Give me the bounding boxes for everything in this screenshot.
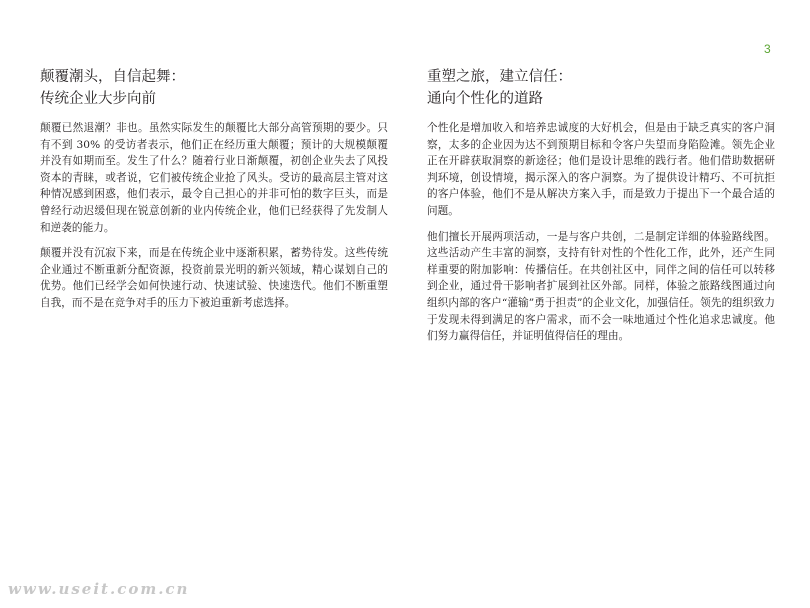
left-heading (40, 66, 388, 110)
right-heading-line1: 重塑之旅，建立信任： (427, 69, 572, 85)
left-heading-line1: 颠覆潮头，自信起舞： (40, 69, 185, 85)
left-paragraph-1: 颠覆已然退潮？非也。虽然实际发生的颠覆比大部分高管预期的要少。只有不到 30% 的受访者表示，他们正在经历重大颠覆；预计的大规模颠覆并没有如期而至。发生了什么？随着行业日渐颠覆，初创企业失去了风投资本的青睐，或者说，它们被传统企业抢了风头。受访的最高层主管对这种情况感到困惑，他们表示，最令自己担心的并非可怕的数字巨头，而是曾经行动迟缓但现在锐意创新的业内传统企业，他们已经获得了先发制人和逆袭的能力。 (40, 122, 388, 234)
page-number: 3 (764, 42, 771, 56)
right-column (427, 66, 775, 354)
left-paragraph-2: 颠覆并没有沉寂下来，而是在传统企业中逐渐积累，蓄势待发。这些传统企业通过不断重新分配资源，投资前景光明的新兴领域，精心谋划自己的优势。他们已经学会如何快速行动、快速试验、快速迭代。他们不断重塑自我，而不是在竞争对手的压力下被迫重新考虑选择。 (40, 247, 388, 309)
watermark: www.useit.com.cn (8, 580, 190, 598)
left-heading-line2: 传统企业大步向前 (40, 91, 156, 107)
right-heading-line2: 通向个性化的道路 (427, 91, 543, 107)
left-column (40, 66, 388, 321)
right-heading (427, 66, 775, 110)
right-paragraph-1: 个性化是增加收入和培养忠诚度的大好机会，但是由于缺乏真实的客户洞察，太多的企业因为达不到预期目标和令客户失望而身陷险滩。领先企业正在开辟获取洞察的新途径；他们是设计思维的践行者。他们借助数据研判环境，创设情境，揭示深入的客户洞察。为了提供设计精巧、不可抗拒的客户体验，他们不是从解决方案入手，而是致力于提出下一个最合适的问题。 (427, 122, 775, 217)
right-paragraph-2: 他们擅长开展两项活动，一是与客户共创，二是制定详细的体验路线图。这些活动产生丰富的洞察，支持有针对性的个性化工作，此外，还产生同样重要的附加影响：传播信任。在共创社区中，同伴之间的信任可以转移到企业，通过骨干影响者扩展到社区外部。同样，体验之旅路线图通过向组织内部的客户“灌输”勇于担责”的企业文化，加强信任。领先的组织致力于发现未得到满足的客户需求，而不会一味地通过个性化追求忠诚度。他们努力赢得信任，并证明值得信任的理由。 (427, 230, 775, 343)
